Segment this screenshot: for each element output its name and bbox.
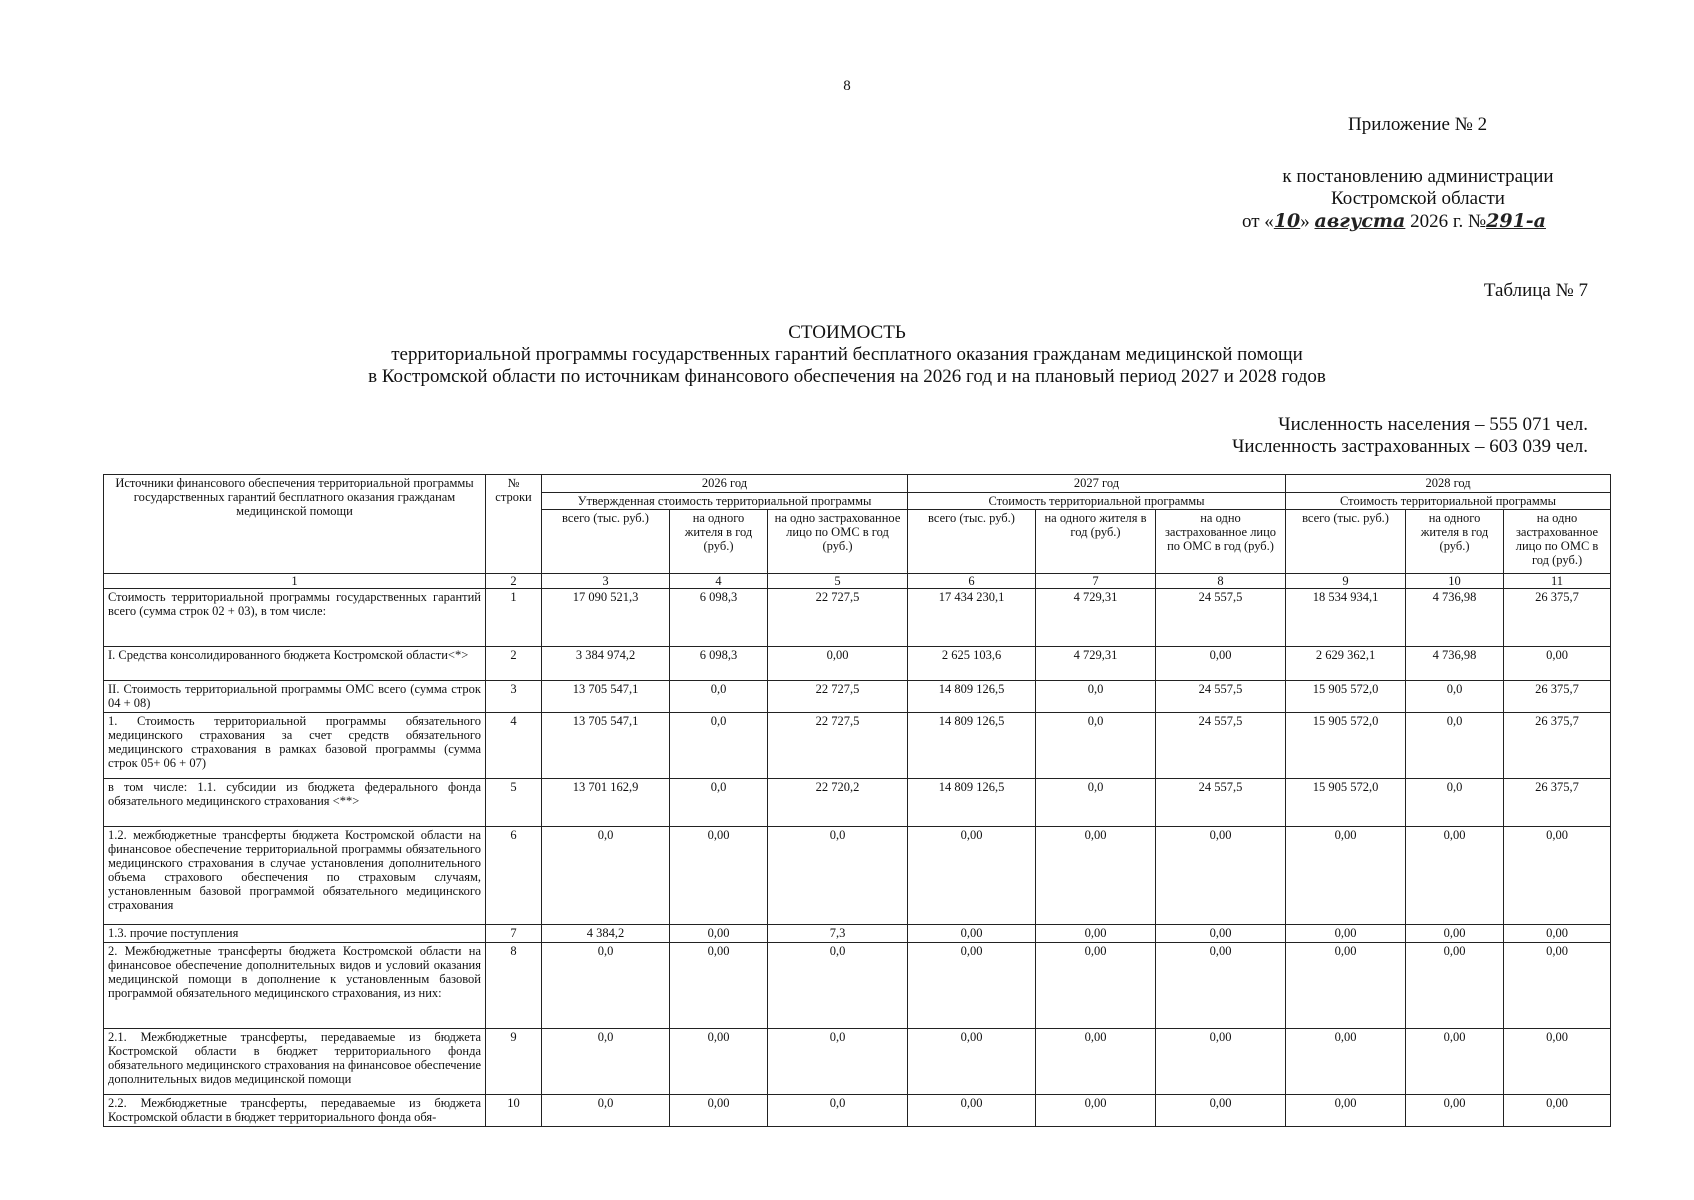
value-cell: 4 729,31 — [1036, 589, 1156, 647]
value-cell: 7,3 — [768, 925, 908, 943]
title-line-3: в Костромской области по источникам финансового обеспечения на 2026 год и на плановый период 2027 и 2028 годов — [368, 366, 1326, 387]
row-label: в том числе: 1.1. субсидии из бюджета федерального фонда обязательного медицинского страхования <**> — [104, 779, 486, 827]
value-cell: 13 701 162,9 — [542, 779, 670, 827]
head-per-resident-2026: на одного жителя в год (руб.) — [670, 510, 768, 574]
value-cell: 0,0 — [768, 1095, 908, 1127]
document-title — [0, 322, 1694, 388]
head-sub-2028: Стоимость территориальной программы — [1286, 493, 1611, 510]
value-cell: 0,00 — [1504, 1029, 1611, 1095]
decree-line-1: к постановлению администрации — [1282, 166, 1554, 187]
value-cell: 13 705 547,1 — [542, 713, 670, 779]
column-number: 10 — [1406, 574, 1504, 589]
head-row-no: № строки — [486, 475, 542, 574]
column-number: 2 — [486, 574, 542, 589]
column-number: 1 — [104, 574, 486, 589]
row-number: 8 — [486, 943, 542, 1029]
value-cell: 24 557,5 — [1156, 589, 1286, 647]
value-cell: 22 720,2 — [768, 779, 908, 827]
value-cell: 0,0 — [768, 1029, 908, 1095]
row-label: 1. Стоимость территориальной программы обязательного медицинского страхования за счет средств обязательного медицинского страхования в рамках базовой программы (сумма строк 05+ 06 + 07) — [104, 713, 486, 779]
table-row — [104, 589, 1611, 647]
value-cell: 0,00 — [908, 925, 1036, 943]
value-cell: 0,0 — [542, 827, 670, 925]
value-cell: 0,00 — [1504, 647, 1611, 681]
value-cell: 0,00 — [1156, 827, 1286, 925]
value-cell: 0,00 — [1156, 1029, 1286, 1095]
date-prefix: от « — [1242, 211, 1274, 232]
value-cell: 24 557,5 — [1156, 779, 1286, 827]
value-cell: 0,00 — [1504, 827, 1611, 925]
value-cell: 4 729,31 — [1036, 647, 1156, 681]
table-row — [104, 925, 1611, 943]
value-cell: 0,0 — [768, 943, 908, 1029]
value-cell: 0,0 — [670, 779, 768, 827]
row-label: II. Стоимость территориальной программы ОМС всего (сумма строк 04 + 08) — [104, 681, 486, 713]
value-cell: 0,00 — [1406, 925, 1504, 943]
value-cell: 24 557,5 — [1156, 681, 1286, 713]
value-cell: 0,0 — [1036, 779, 1156, 827]
head-per-resident-2027: на одного жителя в год (руб.) — [1036, 510, 1156, 574]
value-cell: 0,00 — [670, 827, 768, 925]
date-year: 2026 г. № — [1405, 211, 1487, 232]
table-number: Таблица № 7 — [1483, 280, 1588, 301]
value-cell: 17 434 230,1 — [908, 589, 1036, 647]
value-cell: 14 809 126,5 — [908, 681, 1036, 713]
table-row — [104, 1029, 1611, 1095]
head-per-insured-2027: на одно застрахованное лицо по ОМС в год (руб.) — [1156, 510, 1286, 574]
value-cell: 4 736,98 — [1406, 647, 1504, 681]
value-cell: 0,0 — [542, 1029, 670, 1095]
row-label: I. Средства консолидированного бюджета Костромской области<*> — [104, 647, 486, 681]
value-cell: 0,00 — [1036, 1029, 1156, 1095]
value-cell: 22 727,5 — [768, 681, 908, 713]
head-year-2027: 2027 год — [908, 475, 1286, 493]
head-sub-2027: Стоимость территориальной программы — [908, 493, 1286, 510]
value-cell: 0,00 — [1036, 925, 1156, 943]
cost-table — [103, 474, 1611, 1127]
head-sub-2026: Утвержденная стоимость территориальной программы — [542, 493, 908, 510]
value-cell: 0,0 — [1406, 681, 1504, 713]
table-row — [104, 713, 1611, 779]
value-cell: 0,00 — [1286, 925, 1406, 943]
table-row — [104, 779, 1611, 827]
value-cell: 4 736,98 — [1406, 589, 1504, 647]
value-cell: 24 557,5 — [1156, 713, 1286, 779]
value-cell: 0,00 — [1036, 943, 1156, 1029]
value-cell: 0,00 — [908, 827, 1036, 925]
value-cell: 0,00 — [1156, 1095, 1286, 1127]
insured-count: Численность застрахованных – 603 039 чел. — [1232, 436, 1588, 457]
value-cell: 0,00 — [670, 1029, 768, 1095]
value-cell: 14 809 126,5 — [908, 713, 1036, 779]
value-cell: 0,0 — [1406, 713, 1504, 779]
value-cell: 0,0 — [1036, 713, 1156, 779]
value-cell: 2 625 103,6 — [908, 647, 1036, 681]
column-number: 9 — [1286, 574, 1406, 589]
value-cell: 22 727,5 — [768, 589, 908, 647]
value-cell: 18 534 934,1 — [1286, 589, 1406, 647]
head-per-insured-2028: на одно застрахованное лицо по ОМС в год (руб.) — [1504, 510, 1611, 574]
value-cell: 0,00 — [768, 647, 908, 681]
head-per-insured-2026: на одно застрахованное лицо по ОМС в год (руб.) — [768, 510, 908, 574]
value-cell: 0,00 — [1156, 647, 1286, 681]
value-cell: 26 375,7 — [1504, 779, 1611, 827]
value-cell: 0,00 — [1406, 1029, 1504, 1095]
value-cell: 0,0 — [1406, 779, 1504, 827]
value-cell: 0,00 — [1156, 925, 1286, 943]
date-mid: » — [1300, 211, 1315, 232]
table-row — [104, 827, 1611, 925]
value-cell: 14 809 126,5 — [908, 779, 1036, 827]
value-cell: 13 705 547,1 — [542, 681, 670, 713]
column-number: 5 — [768, 574, 908, 589]
value-cell: 0,00 — [908, 943, 1036, 1029]
title-line-2: территориальной программы государственных гарантий бесплатного оказания гражданам медицинской помощи — [391, 344, 1303, 365]
value-cell: 0,00 — [670, 925, 768, 943]
value-cell: 0,00 — [908, 1029, 1036, 1095]
value-cell: 0,0 — [670, 713, 768, 779]
row-number: 2 — [486, 647, 542, 681]
value-cell: 6 098,3 — [670, 589, 768, 647]
value-cell: 26 375,7 — [1504, 681, 1611, 713]
head-per-resident-2028: на одного жителя в год (руб.) — [1406, 510, 1504, 574]
value-cell: 0,00 — [670, 1095, 768, 1127]
head-total-2026: всего (тыс. руб.) — [542, 510, 670, 574]
value-cell: 17 090 521,3 — [542, 589, 670, 647]
value-cell: 3 384 974,2 — [542, 647, 670, 681]
value-cell: 0,00 — [1504, 925, 1611, 943]
value-cell: 15 905 572,0 — [1286, 713, 1406, 779]
value-cell: 0,0 — [542, 1095, 670, 1127]
appendix-label: Приложение № 2 — [1348, 114, 1488, 135]
value-cell: 0,00 — [1406, 1095, 1504, 1127]
row-number: 5 — [486, 779, 542, 827]
column-number: 8 — [1156, 574, 1286, 589]
value-cell: 0,00 — [1036, 827, 1156, 925]
row-number: 9 — [486, 1029, 542, 1095]
row-label: 1.3. прочие поступления — [104, 925, 486, 943]
value-cell: 26 375,7 — [1504, 713, 1611, 779]
head-total-2028: всего (тыс. руб.) — [1286, 510, 1406, 574]
value-cell: 0,00 — [1286, 827, 1406, 925]
table-row — [104, 681, 1611, 713]
population-info — [1232, 414, 1588, 458]
value-cell: 4 384,2 — [542, 925, 670, 943]
value-cell: 0,00 — [1036, 1095, 1156, 1127]
value-cell: 0,00 — [908, 1095, 1036, 1127]
head-source: Источники финансового обеспечения территориальной программы государственных гарантий бесплатного оказания гражданам медицинской помощи — [104, 475, 486, 574]
handwritten-day: 10 — [1273, 210, 1301, 232]
row-number: 6 — [486, 827, 542, 925]
decree-reference — [1268, 166, 1568, 210]
value-cell: 2 629 362,1 — [1286, 647, 1406, 681]
value-cell: 0,00 — [670, 943, 768, 1029]
row-number: 7 — [486, 925, 542, 943]
row-label: 2.1. Межбюджетные трансферты, передаваемые из бюджета Костромской области в бюджет территориального фонда обязательного медицинского страхования на финансовое обеспечение дополнительных видов медицинской помощи — [104, 1029, 486, 1095]
value-cell: 0,00 — [1406, 943, 1504, 1029]
column-numbers-row — [104, 574, 1611, 589]
table-row — [104, 943, 1611, 1029]
page-number: 8 — [843, 78, 851, 94]
decree-line-2: Костромской области — [1331, 188, 1505, 209]
table-row — [104, 647, 1611, 681]
column-number: 3 — [542, 574, 670, 589]
handwritten-month: августа — [1314, 210, 1406, 232]
head-total-2027: всего (тыс. руб.) — [908, 510, 1036, 574]
value-cell: 15 905 572,0 — [1286, 681, 1406, 713]
value-cell: 0,00 — [1286, 1029, 1406, 1095]
row-number: 3 — [486, 681, 542, 713]
value-cell: 22 727,5 — [768, 713, 908, 779]
row-number: 10 — [486, 1095, 542, 1127]
column-number: 6 — [908, 574, 1036, 589]
value-cell: 0,0 — [1036, 681, 1156, 713]
row-label: 2. Межбюджетные трансферты бюджета Костромской области на финансовое обеспечение дополнительных видов и условий оказания медицинской помощи в дополнение к установленным базовой программой обязательного медицинского страхования, из них: — [104, 943, 486, 1029]
value-cell: 15 905 572,0 — [1286, 779, 1406, 827]
head-year-2028: 2028 год — [1286, 475, 1611, 493]
row-label: 2.2. Межбюджетные трансферты, передаваемые из бюджета Костромской области в бюджет территориального фонда обя- — [104, 1095, 486, 1127]
column-number: 7 — [1036, 574, 1156, 589]
value-cell: 0,00 — [1286, 1095, 1406, 1127]
row-number: 4 — [486, 713, 542, 779]
value-cell: 0,00 — [1504, 1095, 1611, 1127]
head-year-2026: 2026 год — [542, 475, 908, 493]
population-count: Численность населения – 555 071 чел. — [1278, 414, 1588, 435]
value-cell: 0,0 — [768, 827, 908, 925]
value-cell: 0,0 — [542, 943, 670, 1029]
value-cell: 0,0 — [670, 681, 768, 713]
table-row — [104, 1095, 1611, 1127]
value-cell: 0,00 — [1286, 943, 1406, 1029]
row-label: Стоимость территориальной программы государственных гарантий всего (сумма строк 02 + 03), в том числе: — [104, 589, 486, 647]
row-number: 1 — [486, 589, 542, 647]
value-cell: 6 098,3 — [670, 647, 768, 681]
value-cell: 0,00 — [1156, 943, 1286, 1029]
value-cell: 0,00 — [1504, 943, 1611, 1029]
row-label: 1.2. межбюджетные трансферты бюджета Костромской области на финансовое обеспечение территориальной программы обязательного медицинского страхования в случае установления дополнительного объема страхового обеспечения по страховым случаям, установленным базовой программой обязательного медицинского страхования — [104, 827, 486, 925]
value-cell: 26 375,7 — [1504, 589, 1611, 647]
title-line-1: СТОИМОСТЬ — [788, 322, 906, 343]
decree-date-line — [1242, 210, 1602, 233]
column-number: 4 — [670, 574, 768, 589]
value-cell: 0,00 — [1406, 827, 1504, 925]
column-number: 11 — [1504, 574, 1611, 589]
handwritten-number: 291-а — [1486, 210, 1546, 232]
